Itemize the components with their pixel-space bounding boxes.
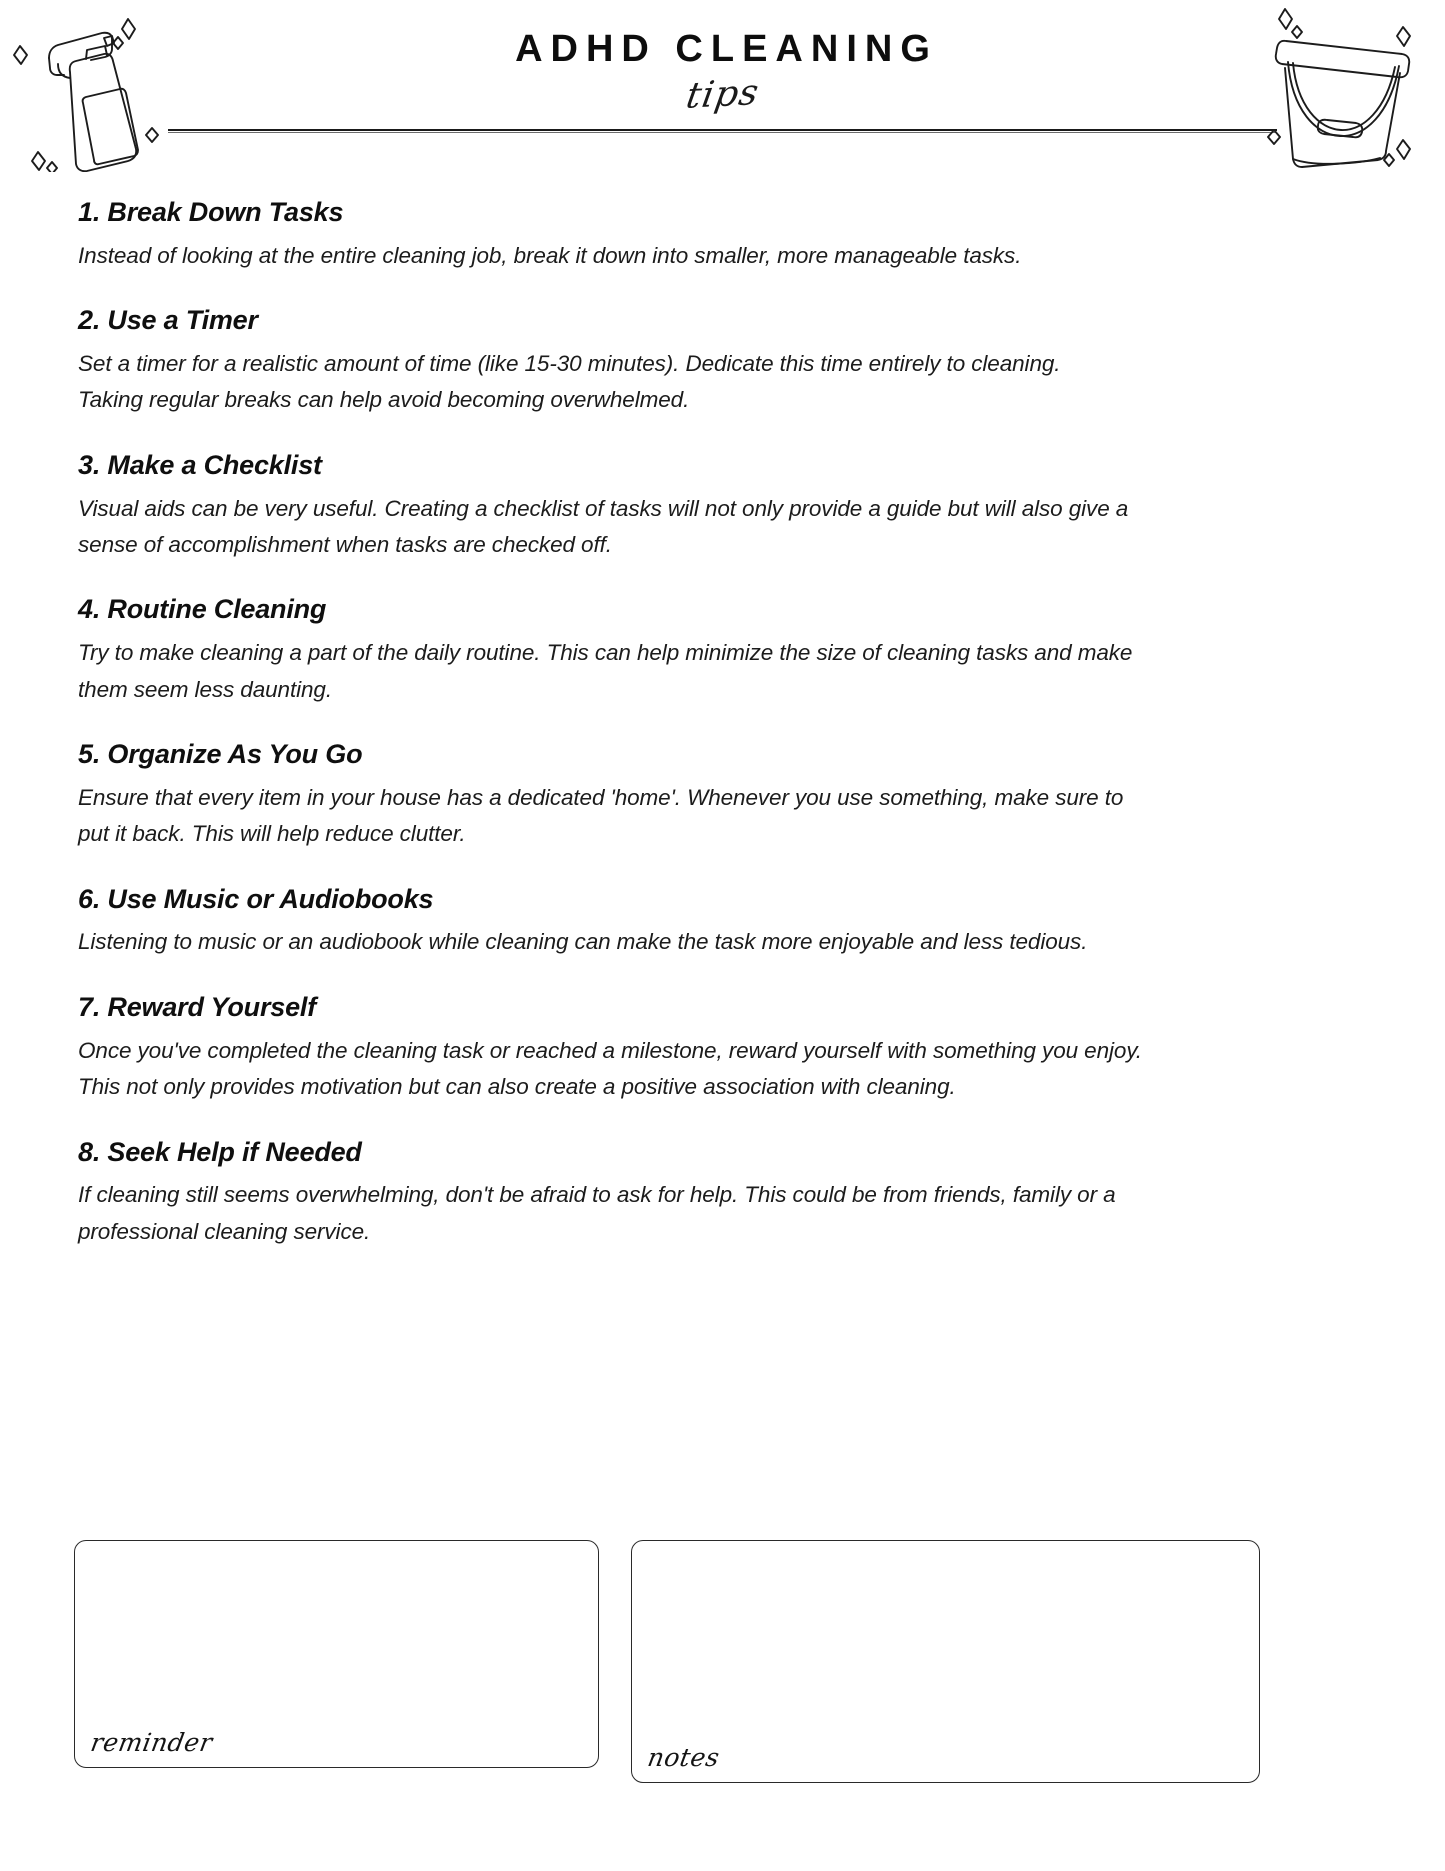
bottom-boxes <box>74 1540 1371 1783</box>
tips-list <box>78 196 1371 1250</box>
tip-body <box>78 924 1371 960</box>
tip-item <box>78 738 1371 853</box>
tip-title: 5. Organize As You Go <box>78 739 363 770</box>
page-header <box>0 0 1445 172</box>
tip-body-line: professional cleaning service. <box>78 1218 371 1244</box>
page-title: ADHD CLEANING <box>515 28 938 70</box>
tip-body-line: Try to make cleaning a part of the daily routine. This can help minimize the size of cleaning tasks and make <box>78 640 1133 666</box>
tip-item <box>78 1136 1371 1251</box>
tip-body <box>78 1177 1371 1250</box>
tip-body-line: Ensure that every item in your house has a dedicated 'home'. Whenever you use something, make sure to <box>78 784 1124 810</box>
tip-item <box>78 593 1371 708</box>
tip-body-line: Visual aids can be very useful. Creating a checklist of tasks will not only provide a guide but will also give a <box>78 495 1129 521</box>
reminder-box[interactable] <box>74 1540 599 1768</box>
tip-title: 8. Seek Help if Needed <box>78 1136 362 1167</box>
tip-body-line: Set a timer for a realistic amount of time (like 15-30 minutes). Dedicate this time entirely to cleaning. <box>78 350 1061 376</box>
tip-body <box>78 1033 1371 1106</box>
tip-title: 7. Reward Yourself <box>78 991 316 1022</box>
tip-body-line: Once you've completed the cleaning task or reached a milestone, reward yourself with something you enjoy. <box>78 1037 1142 1063</box>
tip-title: 2. Use a Timer <box>78 305 258 336</box>
tip-body <box>78 346 1371 419</box>
tip-title: 4. Routine Cleaning <box>78 594 327 625</box>
tip-item <box>78 449 1371 564</box>
tip-title: 1. Break Down Tasks <box>78 197 344 227</box>
tip-body-line: Listening to music or an audiobook while cleaning can make the task more enjoyable and less tedious. <box>78 929 1088 955</box>
tip-body <box>78 635 1371 708</box>
tip-item <box>78 196 1371 274</box>
tip-body <box>78 491 1371 564</box>
tip-body-line: If cleaning still seems overwhelming, don't be afraid to ask for help. This could be from friends, family or a <box>78 1182 1116 1208</box>
tip-item <box>78 883 1371 961</box>
tip-title: 6. Use Music or Audiobooks <box>78 883 434 914</box>
tip-body-line: sense of accomplishment when tasks are checked off. <box>78 532 612 557</box>
reminder-box-label: reminder <box>88 1728 215 1757</box>
header-divider-rule <box>168 129 1277 131</box>
tip-body-line: put it back. This will help reduce clutter. <box>78 821 466 847</box>
tip-body-line: them seem less daunting. <box>78 676 332 702</box>
tip-item <box>78 304 1371 419</box>
header-titles <box>0 30 1445 115</box>
tip-title: 3. Make a Checklist <box>78 449 322 480</box>
tip-body <box>78 780 1371 853</box>
page-subtitle-script: tips <box>657 71 788 118</box>
tip-item <box>78 991 1371 1106</box>
tip-body-line: This not only provides motivation but can also create a positive association with cleaning. <box>78 1074 956 1100</box>
notes-box[interactable] <box>631 1540 1260 1783</box>
tip-body <box>78 238 1371 274</box>
tip-body-line: Taking regular breaks can help avoid becoming overwhelmed. <box>78 387 690 413</box>
tip-body-line: Instead of looking at the entire cleaning job, break it down into smaller, more manageable tasks. <box>78 242 1022 268</box>
notes-box-label: notes <box>645 1743 722 1772</box>
